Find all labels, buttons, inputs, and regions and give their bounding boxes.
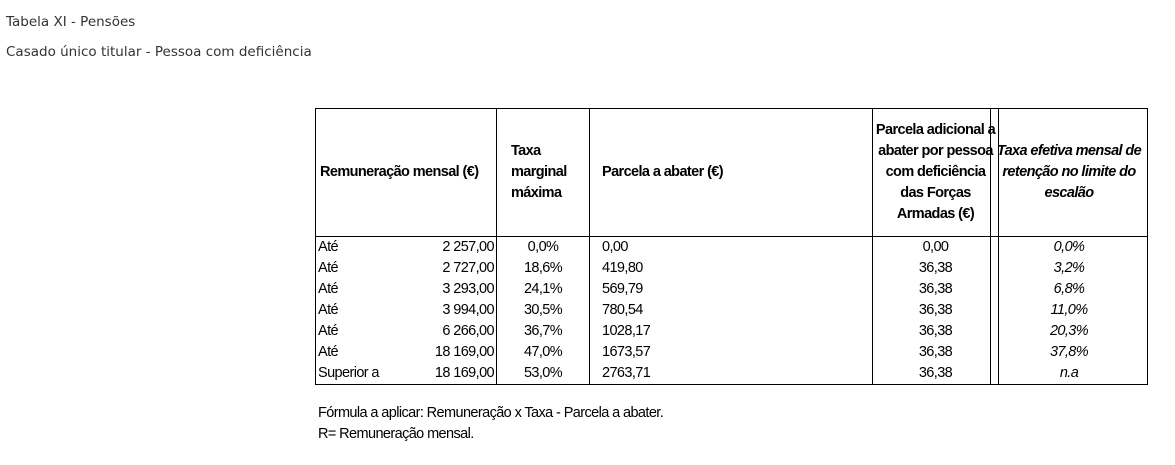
effective-row [991, 258, 1148, 279]
row-taxa: 18,6% [497, 258, 590, 279]
row-adicional: 36,38 [873, 300, 999, 321]
row-taxa-efetiva: 20,3% [991, 321, 1148, 342]
row-adicional: 0,00 [873, 237, 999, 259]
row-label: Até [316, 321, 419, 342]
row-taxa-efetiva: 3,2% [991, 258, 1148, 279]
row-taxa: 53,0% [497, 363, 590, 385]
effective-row [991, 363, 1148, 385]
formula-definition: R= Remuneração mensal. [318, 426, 474, 442]
row-adicional: 36,38 [873, 342, 999, 363]
row-taxa-efetiva: 6,8% [991, 279, 1148, 300]
row-label: Até [316, 300, 419, 321]
row-parcela: 780,54 [590, 300, 873, 321]
header-taxa-efetiva: Taxa efetiva mensal de retenção no limite do escalão [991, 109, 1148, 237]
header-parcela-abater: Parcela a abater (€) [590, 109, 873, 237]
row-label: Até [316, 279, 419, 300]
row-taxa: 36,7% [497, 321, 590, 342]
formula-text: Fórmula a aplicar: Remuneração x Taxa - Parcela a abater. [318, 405, 664, 421]
row-remuneracao: 18 169,00 [418, 342, 496, 363]
row-parcela: 2763,71 [590, 363, 873, 385]
row-remuneracao: 2 257,00 [418, 237, 496, 259]
row-parcela: 419,80 [590, 258, 873, 279]
effective-row [991, 321, 1148, 342]
effective-row [991, 342, 1148, 363]
header-remuneracao: Remuneração mensal (€) [316, 109, 497, 237]
row-parcela: 0,00 [590, 237, 873, 259]
table-row [316, 342, 999, 363]
row-taxa: 0,0% [497, 237, 590, 259]
row-label: Até [316, 237, 419, 259]
row-remuneracao: 18 169,00 [418, 363, 496, 385]
row-label: Até [316, 342, 419, 363]
table-header-row [316, 109, 999, 237]
effective-rate-table [990, 108, 1148, 385]
row-parcela: 1028,17 [590, 321, 873, 342]
table-row [316, 279, 999, 300]
row-adicional: 36,38 [873, 363, 999, 385]
row-adicional: 36,38 [873, 279, 999, 300]
document-title: Tabela XI - Pensões [6, 14, 136, 30]
document-subtitle: Casado único titular - Pessoa com deficiência [6, 44, 312, 60]
table-row [316, 300, 999, 321]
row-remuneracao: 6 266,00 [418, 321, 496, 342]
row-taxa-efetiva: 37,8% [991, 342, 1148, 363]
row-taxa: 47,0% [497, 342, 590, 363]
row-parcela: 569,79 [590, 279, 873, 300]
table-row [316, 258, 999, 279]
withholding-table [315, 108, 999, 385]
effective-row [991, 237, 1148, 259]
table-row [316, 237, 999, 259]
row-remuneracao: 2 727,00 [418, 258, 496, 279]
table-row [316, 363, 999, 385]
row-taxa-efetiva: n.a [991, 363, 1148, 385]
row-adicional: 36,38 [873, 258, 999, 279]
row-taxa: 30,5% [497, 300, 590, 321]
effective-header-row [991, 109, 1148, 237]
row-taxa-efetiva: 11,0% [991, 300, 1148, 321]
header-taxa-marginal: Taxa marginal máxima [497, 109, 590, 237]
row-remuneracao: 3 293,00 [418, 279, 496, 300]
formula-notes [318, 403, 663, 445]
effective-row [991, 279, 1148, 300]
table-row [316, 321, 999, 342]
row-remuneracao: 3 994,00 [418, 300, 496, 321]
header-parcela-adicional: Parcela adicional a abater por pessoa com deficiência das Forças Armadas (€) [873, 109, 999, 237]
effective-row [991, 300, 1148, 321]
row-label: Superior a [316, 363, 419, 385]
row-parcela: 1673,57 [590, 342, 873, 363]
row-taxa-efetiva: 0,0% [991, 237, 1148, 259]
row-adicional: 36,38 [873, 321, 999, 342]
row-label: Até [316, 258, 419, 279]
row-taxa: 24,1% [497, 279, 590, 300]
